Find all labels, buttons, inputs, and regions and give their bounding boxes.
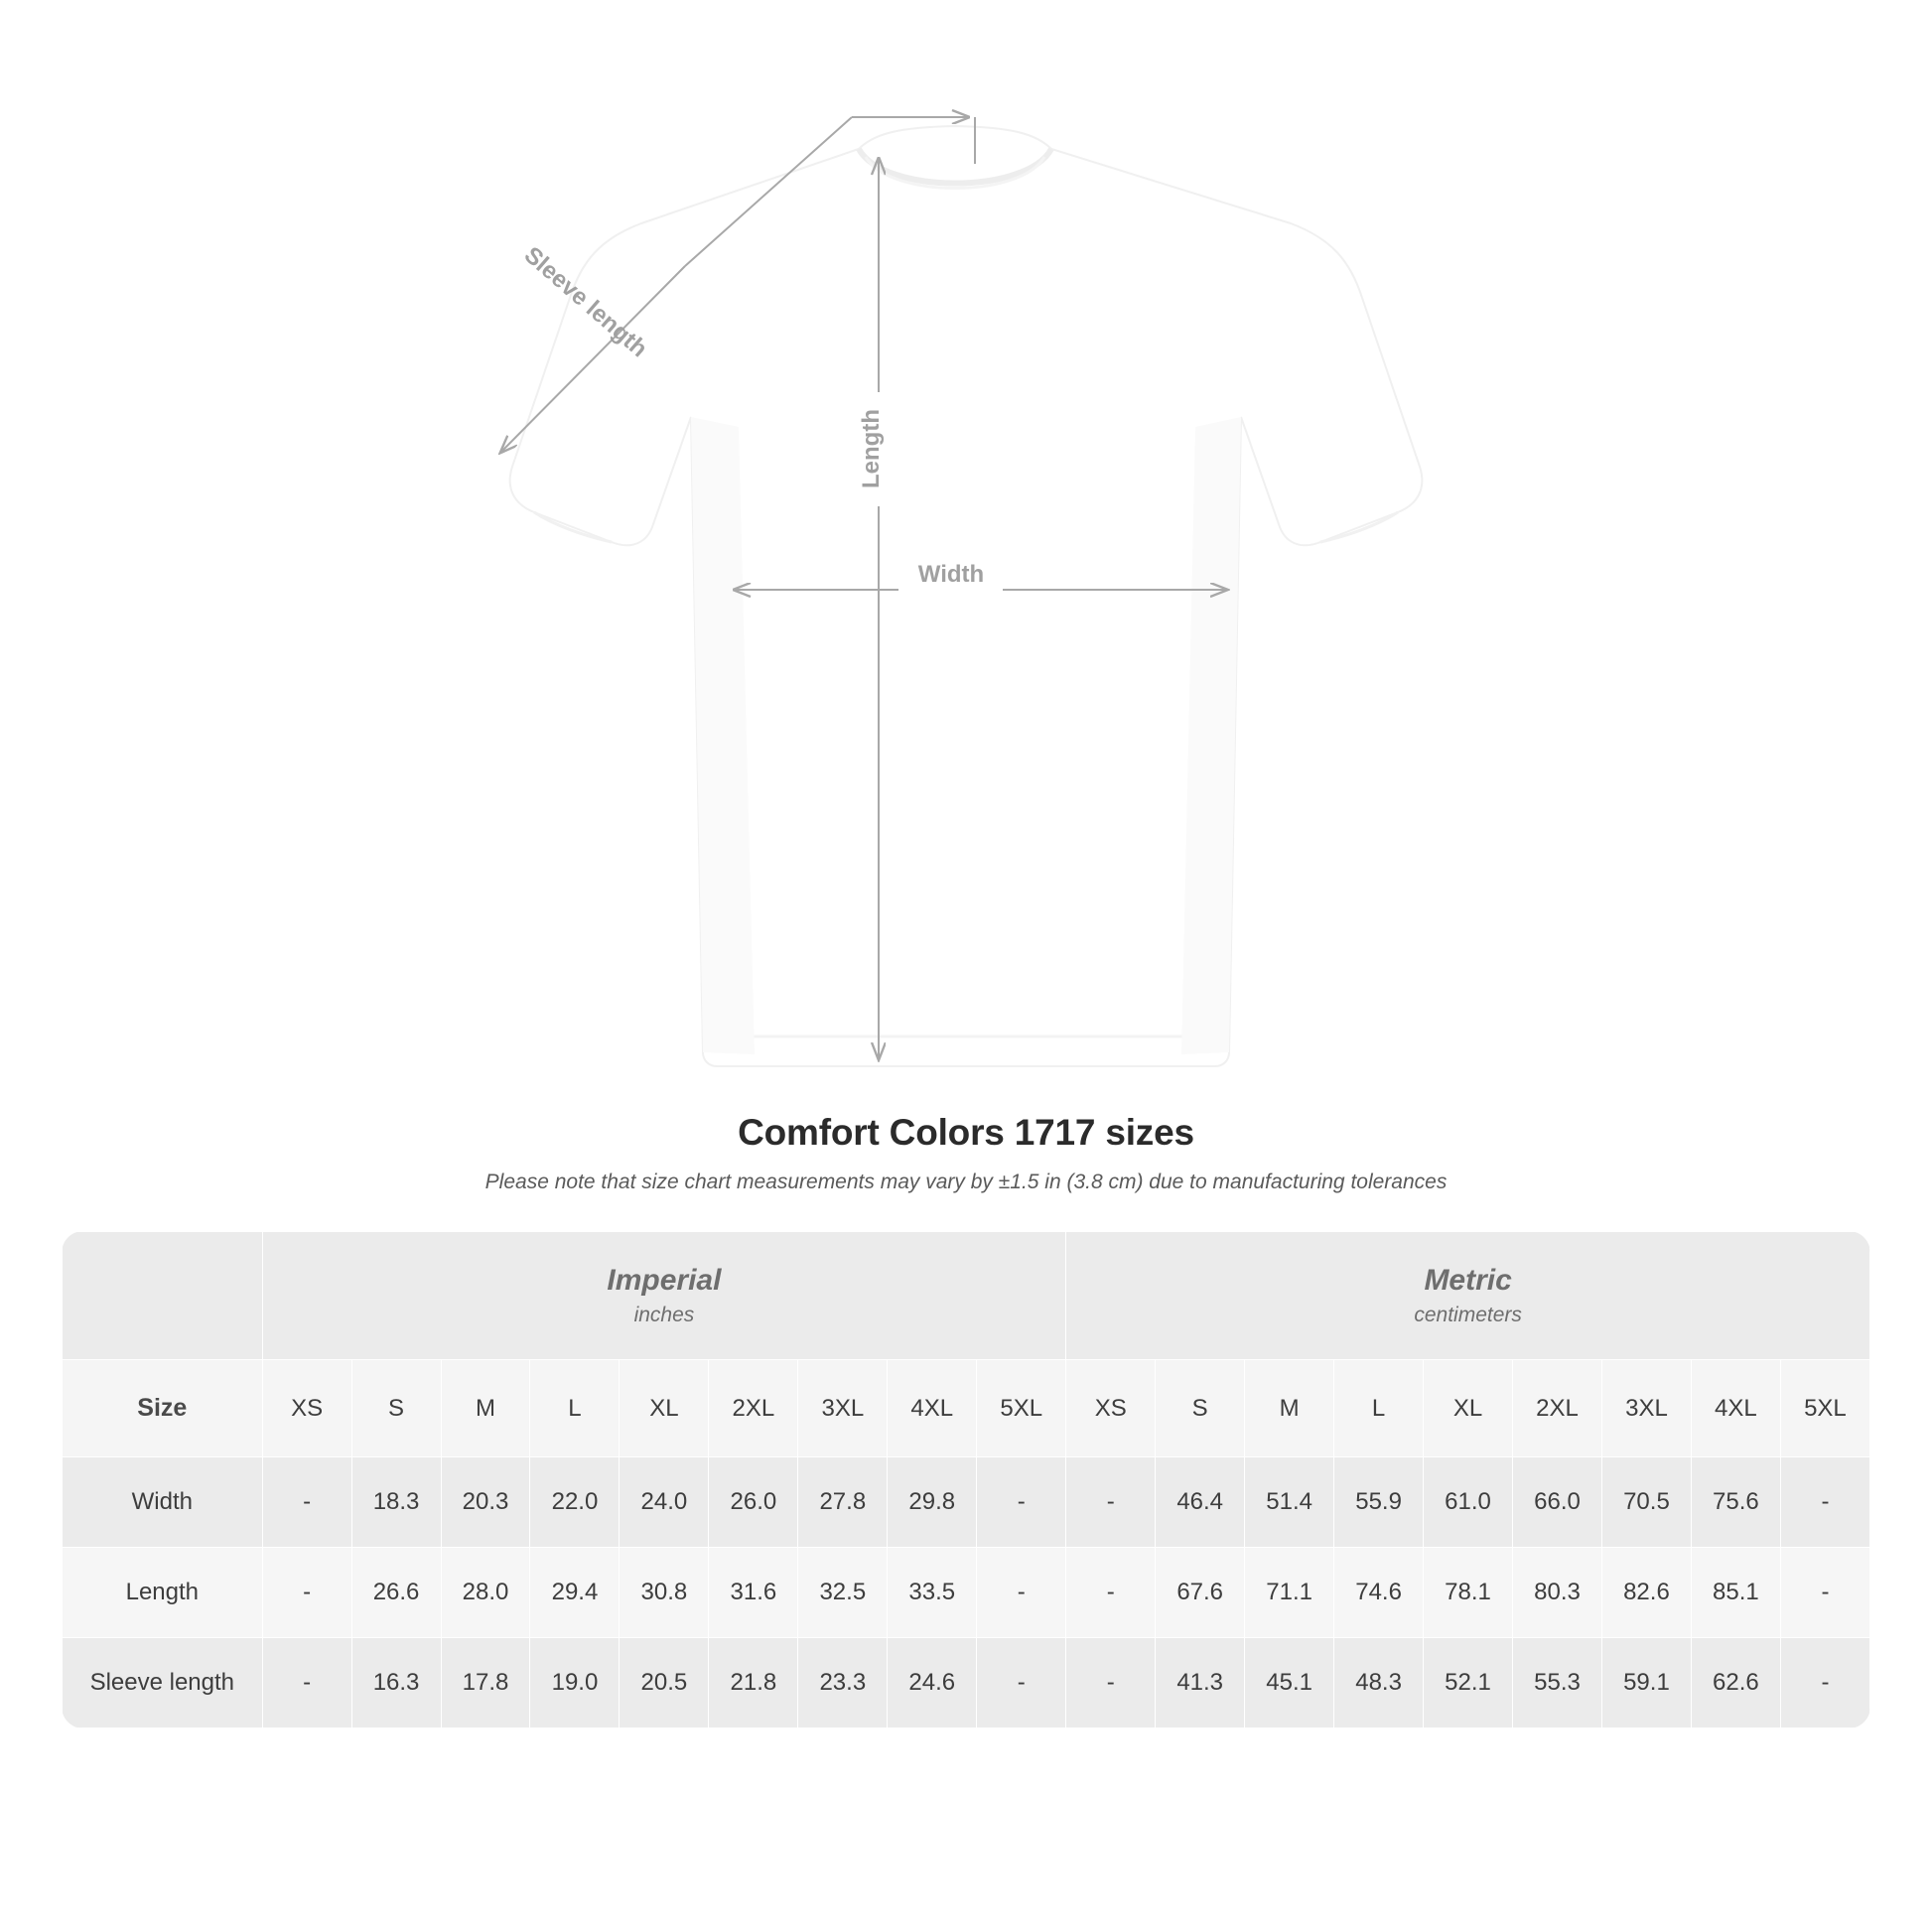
measurement-cell: 55.3 [1513,1638,1602,1728]
measurement-cell: 18.3 [351,1457,441,1548]
size-header-cell: 3XL [798,1360,888,1457]
unit-subtitle: inches [633,1304,695,1327]
measurement-cell: 75.6 [1691,1457,1780,1548]
measurement-cell: 51.4 [1245,1457,1334,1548]
measurement-cell: - [1066,1548,1156,1638]
measurement-cell: 31.6 [709,1548,798,1638]
measurement-cell: 24.6 [888,1638,977,1728]
measurement-cell: - [1780,1638,1869,1728]
measurement-cell: 45.1 [1245,1638,1334,1728]
size-label-cell: Size [63,1360,263,1457]
measurement-cell: 66.0 [1513,1457,1602,1548]
measurement-cell: - [262,1457,351,1548]
size-header-cell: 2XL [1513,1360,1602,1457]
measurement-cell: - [977,1457,1066,1548]
unit-header-imperial [262,1232,1066,1360]
table-row [63,1638,1870,1728]
size-header-cell: 4XL [1691,1360,1780,1457]
measurement-cell: 67.6 [1156,1548,1245,1638]
size-header-cell: XS [262,1360,351,1457]
unit-name: Metric [1424,1263,1512,1297]
measurement-cell: 61.0 [1424,1457,1513,1548]
tolerance-note: Please note that size chart measurements may vary by ±1.5 in (3.8 cm) due to manufacturing tolerances [484,1171,1448,1193]
measurement-cell: 28.0 [441,1548,530,1638]
size-header-cell: L [530,1360,620,1457]
size-header-cell: 4XL [888,1360,977,1457]
row-label-cell: Width [63,1457,263,1548]
measurement-cell: - [262,1638,351,1728]
size-header-cell: 3XL [1601,1360,1691,1457]
measurement-cell: 22.0 [530,1457,620,1548]
measurement-cell: 80.3 [1513,1548,1602,1638]
size-header-cell: 5XL [1780,1360,1869,1457]
measurement-cell: - [1780,1457,1869,1548]
table-row [63,1548,1870,1638]
measurement-cell: 33.5 [888,1548,977,1638]
size-table [62,1231,1870,1728]
measurement-cell: - [262,1548,351,1638]
measurement-cell: 19.0 [530,1638,620,1728]
measurement-cell: 41.3 [1156,1638,1245,1728]
unit-subtitle: centimeters [1414,1304,1522,1327]
measurement-cell: 70.5 [1601,1457,1691,1548]
length-label: Length [858,409,885,488]
measurement-cell: 55.9 [1334,1457,1424,1548]
measurement-cell: - [977,1548,1066,1638]
row-label-cell: Sleeve length [63,1638,263,1728]
measurement-cell: 29.4 [530,1548,620,1638]
measurement-cell: 20.3 [441,1457,530,1548]
sleeve-length-label: Sleeve length [518,241,653,363]
measurement-cell: 30.8 [620,1548,709,1638]
page-title: Comfort Colors 1717 sizes [738,1112,1194,1153]
title-block [0,1112,1932,1194]
measurement-cell: 59.1 [1601,1638,1691,1728]
measurement-cell: - [1066,1638,1156,1728]
measurement-cell: 29.8 [888,1457,977,1548]
measurement-cell: 32.5 [798,1548,888,1638]
measurement-cell: 27.8 [798,1457,888,1548]
size-header-cell: L [1334,1360,1424,1457]
table-corner-cell [63,1232,263,1360]
size-header-cell: M [1245,1360,1334,1457]
measurement-cell: 82.6 [1601,1548,1691,1638]
measurement-cell: - [1066,1457,1156,1548]
unit-header-metric [1066,1232,1870,1360]
measurement-cell: 62.6 [1691,1638,1780,1728]
size-table-wrapper [62,1231,1870,1728]
measurement-cell: 17.8 [441,1638,530,1728]
measurement-cell: 78.1 [1424,1548,1513,1638]
measurement-cell: 48.3 [1334,1638,1424,1728]
size-header-cell: S [351,1360,441,1457]
width-label: Width [917,561,985,588]
size-header-cell: S [1156,1360,1245,1457]
size-header-cell: XS [1066,1360,1156,1457]
measurement-cell: 20.5 [620,1638,709,1728]
size-header-cell: XL [620,1360,709,1457]
measurement-cell: - [1780,1548,1869,1638]
size-header-row [63,1360,1870,1457]
size-header-cell: XL [1424,1360,1513,1457]
measurement-cell: 23.3 [798,1638,888,1728]
size-header-cell: M [441,1360,530,1457]
measurement-cell: 21.8 [709,1638,798,1728]
measurement-cell: 24.0 [620,1457,709,1548]
measurement-cell: 85.1 [1691,1548,1780,1638]
size-header-cell: 2XL [709,1360,798,1457]
measurement-cell: 26.0 [709,1457,798,1548]
measurement-cell: 46.4 [1156,1457,1245,1548]
table-row [63,1457,1870,1548]
measurement-cell: 74.6 [1334,1548,1424,1638]
measurement-cell: 52.1 [1424,1638,1513,1728]
measurement-cell: - [977,1638,1066,1728]
row-label-cell: Length [63,1548,263,1638]
unit-name: Imperial [607,1263,722,1297]
unit-header-row [63,1232,1870,1360]
tshirt-shape [510,126,1423,1066]
measurement-cell: 71.1 [1245,1548,1334,1638]
measurement-cell: 16.3 [351,1638,441,1728]
measurement-cell: 26.6 [351,1548,441,1638]
size-header-cell: 5XL [977,1360,1066,1457]
